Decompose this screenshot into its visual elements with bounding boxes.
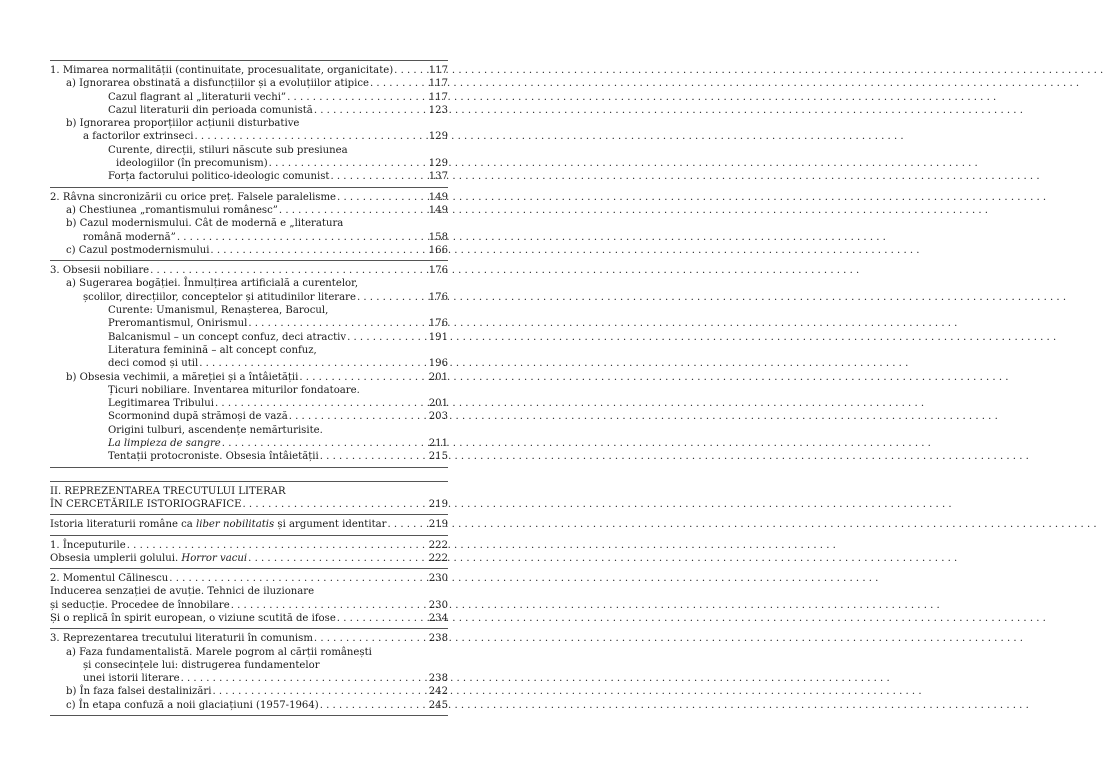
- toc-section-nobility: [50, 260, 448, 466]
- entry-title: deci comod și util: [108, 358, 199, 370]
- toc-entry[interactable]: [50, 599, 448, 612]
- page-number: 238: [428, 633, 448, 645]
- toc-section-part-two: [50, 481, 448, 515]
- toc-entry-line: [50, 344, 448, 357]
- leader-dots: [199, 357, 428, 370]
- toc-entry[interactable]: [50, 104, 448, 117]
- toc-entry[interactable]: [50, 437, 448, 450]
- toc-entry[interactable]: [50, 64, 448, 77]
- leader-dots: [181, 672, 428, 685]
- toc-entry[interactable]: [50, 612, 448, 625]
- entry-title: Legitimarea Tribului: [108, 398, 214, 410]
- toc-entry[interactable]: [50, 450, 448, 463]
- page-number: 176: [428, 318, 448, 330]
- leader-dots: [388, 518, 428, 531]
- page-number: 222: [428, 552, 448, 564]
- title-text: Obsesia umplerii golului.: [50, 552, 182, 564]
- toc-entry[interactable]: [50, 410, 448, 423]
- page-number: 166: [428, 244, 448, 256]
- toc-entry[interactable]: [50, 331, 448, 344]
- leader-dots: [337, 612, 428, 625]
- leader-dots: [177, 231, 428, 244]
- title-italic: Horror vacui: [181, 552, 248, 564]
- toc-entry[interactable]: [50, 77, 448, 90]
- leader-dots: [210, 244, 427, 257]
- title-text: Istoria literaturii române ca: [50, 519, 197, 531]
- toc-entry[interactable]: [50, 157, 448, 170]
- toc-entry-line: [50, 659, 448, 672]
- toc-page: [0, 0, 499, 774]
- toc-entry[interactable]: [50, 498, 448, 511]
- page-number: 222: [428, 539, 448, 551]
- toc-entry-line: [50, 485, 448, 498]
- toc-section-calinescu: [50, 568, 448, 628]
- entry-title: [50, 552, 247, 565]
- toc-entry[interactable]: [50, 130, 448, 143]
- entry-title: a) Faza fundamentalistă. Marele pogrom al cărții românești: [66, 646, 372, 658]
- entry-title: 2. Râvna sincronizării cu orice preț. Falsele paralelisme: [50, 191, 337, 203]
- toc-entry[interactable]: [50, 539, 448, 552]
- page-number: 230: [428, 573, 448, 585]
- toc-entry[interactable]: [50, 672, 448, 685]
- entry-title: Forța factorului politico-ideologic comunist: [108, 171, 330, 183]
- entry-title: 2. Momentul Călinescu: [50, 573, 169, 585]
- toc-entry-line: [50, 304, 448, 317]
- page-number: 245: [428, 699, 448, 711]
- entry-title: Inducerea senzației de avuție. Tehnici de iluzionare: [50, 586, 315, 598]
- page-number: 149: [428, 191, 448, 203]
- toc-section-synchronization: [50, 187, 448, 260]
- page-number: 203: [428, 411, 448, 423]
- toc-section-communism: [50, 628, 448, 716]
- page-number: 215: [428, 451, 448, 463]
- page-number: 176: [428, 291, 448, 303]
- page-number: 234: [428, 612, 448, 624]
- toc-entry[interactable]: [50, 244, 448, 257]
- entry-title: Curente: Umanismul, Renașterea, Barocul,: [108, 305, 329, 317]
- entry-title: școlilor, direcțiilor, conceptelor și atitudinilor literare: [83, 291, 356, 303]
- toc-section-normality: [50, 60, 448, 187]
- entry-title: și seducție. Procedee de înnobilare: [50, 599, 230, 611]
- page-number: 158: [428, 231, 448, 243]
- toc-entry[interactable]: [50, 357, 448, 370]
- page-number: 219: [428, 498, 448, 510]
- page-number: 117: [428, 91, 448, 103]
- entry-title: Literatura feminină – alt concept confuz,: [108, 344, 317, 356]
- toc-entry[interactable]: [50, 191, 448, 204]
- section-gap: [50, 467, 448, 481]
- leader-dots: [279, 204, 428, 217]
- entry-title: Și o replică în spirit european, o viziune scutită de ifose: [50, 612, 336, 624]
- entry-title: La limpieza de sangre: [108, 438, 221, 450]
- leader-dots: [222, 437, 428, 450]
- page-number: 129: [428, 158, 448, 170]
- toc-entry[interactable]: [50, 552, 448, 565]
- entry-title: Origini tulburi, ascendențe nemărturisite.: [108, 424, 323, 436]
- toc-entry[interactable]: [50, 699, 448, 712]
- toc-entry[interactable]: [50, 397, 448, 410]
- leader-dots: [289, 410, 428, 423]
- toc-section-beginnings: [50, 535, 448, 569]
- page-number: 191: [428, 331, 448, 343]
- leader-dots: [269, 157, 428, 170]
- leader-dots: [287, 91, 428, 104]
- entry-title: 3. Reprezentarea trecutului literaturii în comunism: [50, 633, 313, 645]
- leader-dots: [357, 291, 428, 304]
- table-of-contents: [50, 60, 448, 716]
- toc-entry[interactable]: [50, 91, 448, 104]
- toc-entry[interactable]: [50, 231, 448, 244]
- entry-title: a) Chestiunea „romantismului românesc”: [66, 204, 278, 216]
- leader-dots: [127, 539, 428, 552]
- entry-title: ideologiilor (în precomunism): [116, 158, 268, 170]
- title-text: și argument identitar: [274, 519, 387, 531]
- toc-entry-line: [50, 144, 448, 157]
- leader-dots: [347, 331, 428, 344]
- page-number: 137: [428, 171, 448, 183]
- page-number: 117: [428, 65, 448, 76]
- toc-entry[interactable]: [50, 317, 448, 330]
- page-number: 201: [428, 398, 448, 410]
- entry-title: Scormonind după strămoși de vază: [108, 411, 288, 423]
- toc-entry[interactable]: [50, 685, 448, 698]
- entry-title: Cazul flagrant al „literaturii vechi”: [108, 91, 287, 103]
- entry-title: b) Cazul modernismului. Cât de modernă e „literatura: [66, 218, 344, 230]
- entry-title: b) Obsesia vechimii, a măreției și a întâietății: [66, 371, 299, 383]
- page-number: 149: [428, 204, 448, 216]
- page-number: 230: [428, 599, 448, 611]
- entry-title: c) În etapa confuză a noii glaciațiuni (1957-1964): [66, 699, 319, 711]
- leader-dots: [320, 699, 428, 712]
- leader-dots: [314, 104, 428, 117]
- part-heading: ÎN CERCETĂRILE ISTORIOGRAFICE: [50, 498, 242, 510]
- leader-dots: [248, 317, 427, 330]
- leader-dots: [394, 64, 428, 77]
- toc-section-liber-nobilitatis: [50, 514, 448, 534]
- page-number: 219: [428, 519, 448, 531]
- leader-dots: [243, 498, 428, 511]
- entry-title: c) Cazul postmodernismului: [66, 244, 210, 256]
- entry-title: română modernă”: [83, 231, 176, 243]
- page-number: 238: [428, 673, 448, 685]
- leader-dots: [320, 450, 428, 463]
- entry-title: și consecințele lui: distrugerea fundamentelor: [83, 659, 320, 671]
- leader-dots: [169, 572, 427, 585]
- toc-entry[interactable]: [50, 291, 448, 304]
- page-number: 201: [428, 371, 448, 383]
- leader-dots: [370, 77, 428, 90]
- entry-title: b) În faza falsei destalinizări: [66, 686, 212, 698]
- page-number: 117: [428, 78, 448, 90]
- entry-title: Cazul literaturii din perioada comunistă: [108, 104, 313, 116]
- leader-dots: [337, 191, 428, 204]
- toc-entry[interactable]: [50, 371, 448, 384]
- page-number: 176: [428, 265, 448, 277]
- entry-title: a) Ignorarea obstinată a disfuncțiilor și a evoluțiilor atipice: [66, 78, 369, 90]
- entry-title: b) Ignorarea proporțiilor acțiunii disturbative: [66, 118, 300, 130]
- toc-entry[interactable]: [50, 572, 448, 585]
- leader-dots: [314, 632, 428, 645]
- entry-title: a factorilor extrinseci: [83, 131, 194, 143]
- entry-title: 1. Mimarea normalității (continuitate, procesualitate, organicitate): [50, 65, 394, 76]
- leader-dots: [248, 552, 428, 565]
- leader-dots: [330, 170, 427, 183]
- title-italic: liber nobilitatis: [196, 519, 275, 531]
- entry-title: Preromantismul, Onirismul: [108, 318, 248, 330]
- toc-entry-line: [50, 424, 448, 437]
- toc-entry-line: [50, 277, 448, 290]
- toc-entry[interactable]: [50, 264, 448, 277]
- entry-title: [50, 518, 387, 531]
- toc-entry-line: [50, 585, 448, 598]
- toc-entry[interactable]: [50, 204, 448, 217]
- entry-title: Curente, direcții, stiluri născute sub presiunea: [108, 144, 348, 156]
- toc-entry-line: [50, 217, 448, 230]
- entry-title: 3. Obsesii nobiliare: [50, 265, 150, 277]
- toc-entry[interactable]: [50, 632, 448, 645]
- page-number: 242: [428, 686, 448, 698]
- leader-dots: [194, 130, 427, 143]
- page-number: 123: [428, 104, 448, 116]
- toc-entry-line: [50, 117, 448, 130]
- entry-title: Tentații protocroniste. Obsesia întâietății: [108, 451, 319, 463]
- entry-title: Țicuri nobiliare. Inventarea miturilor fondatoare.: [108, 384, 360, 396]
- entry-title: Balcanismul – un concept confuz, deci atractiv: [108, 331, 347, 343]
- page-number: 129: [428, 131, 448, 143]
- page-number: 211: [428, 438, 448, 450]
- part-heading: II. REPREZENTAREA TRECUTULUI LITERAR: [50, 485, 286, 497]
- leader-dots: [299, 371, 427, 384]
- leader-dots: [150, 264, 428, 277]
- leader-dots: [212, 685, 427, 698]
- toc-entry-line: [50, 646, 448, 659]
- entry-title: unei istorii literare: [83, 673, 180, 685]
- toc-entry[interactable]: [50, 518, 448, 531]
- entry-title: a) Sugerarea bogăției. Înmulțirea artificială a curentelor,: [66, 278, 359, 290]
- entry-title: 1. Începuturile: [50, 539, 126, 551]
- toc-entry-line: [50, 384, 448, 397]
- leader-dots: [231, 599, 428, 612]
- leader-dots: [215, 397, 428, 410]
- page-number: 196: [428, 358, 448, 370]
- toc-entry[interactable]: [50, 170, 448, 183]
